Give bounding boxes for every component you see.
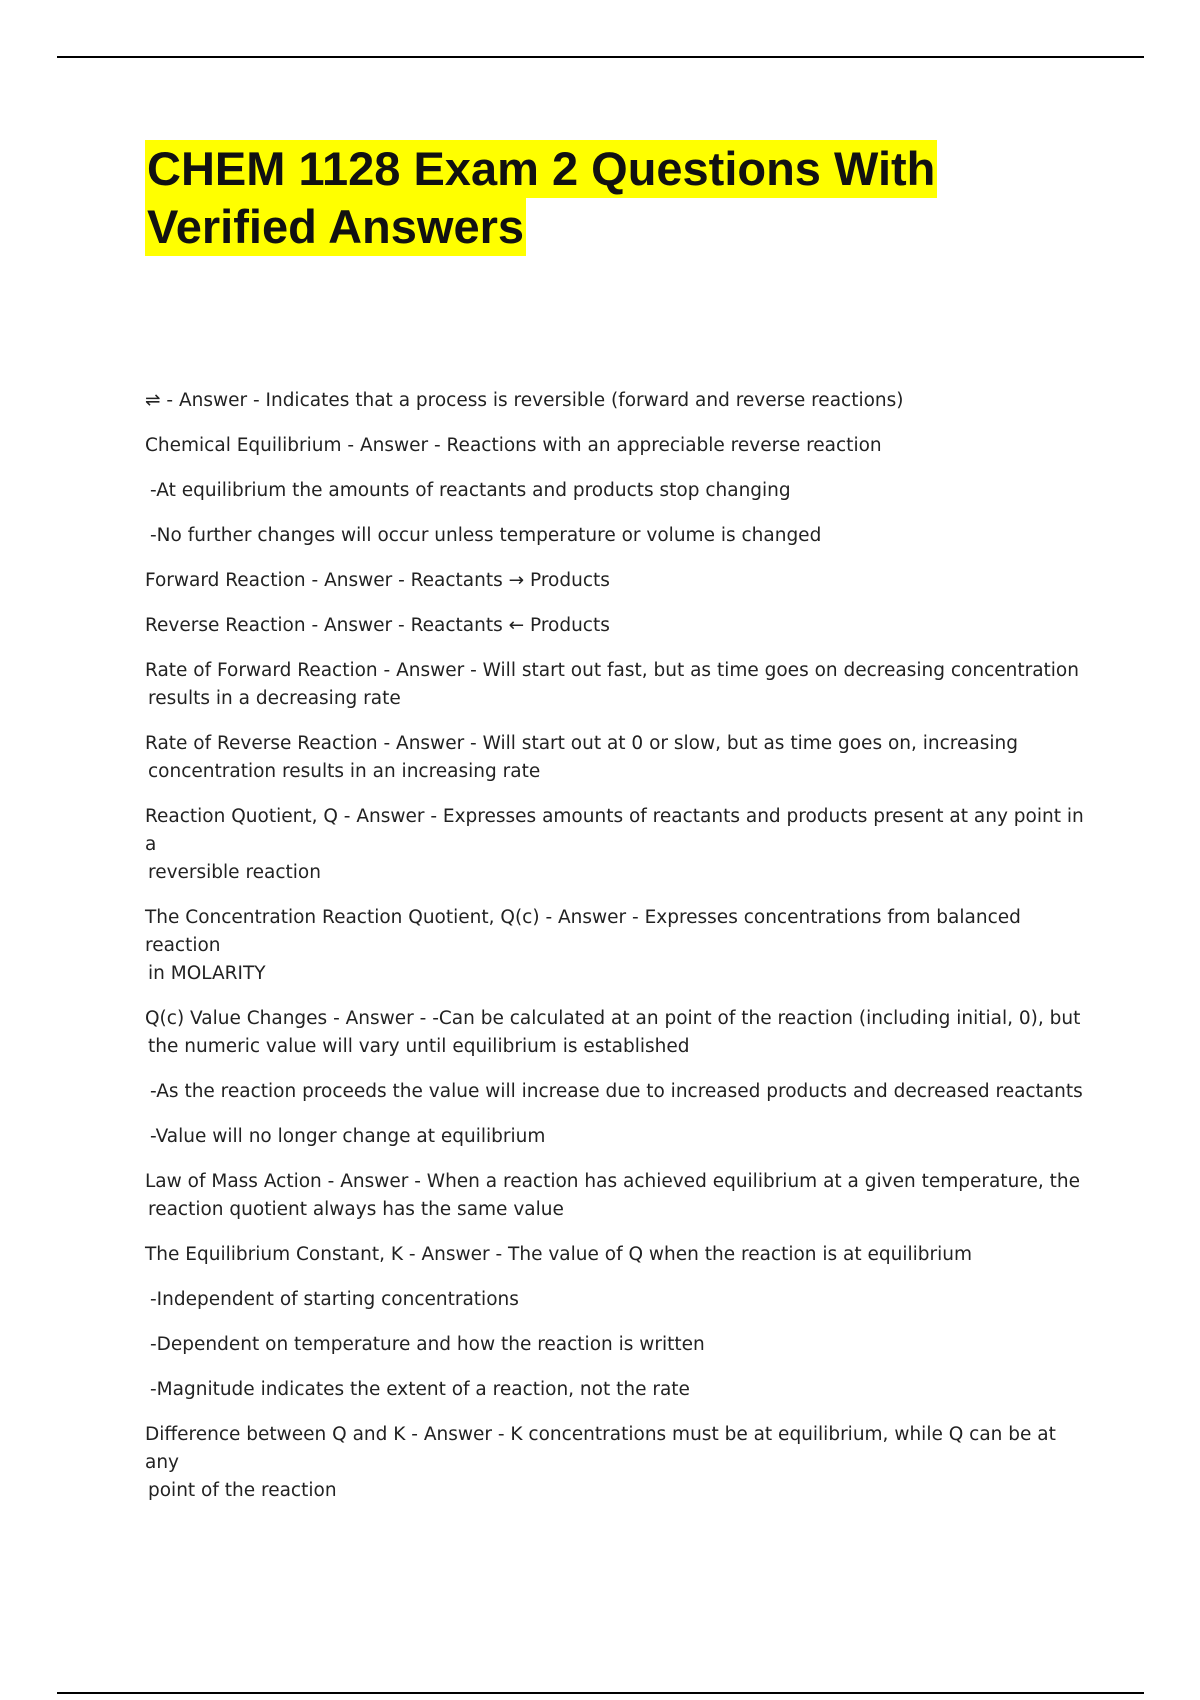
qa-text: Rate of Forward Reaction - Answer - Will start out fast, but as time goes on decreasing concentration bbox=[145, 660, 1079, 681]
qa-text: The Equilibrium Constant, K - Answer - The value of Q when the reaction is at equilibrium bbox=[145, 1244, 973, 1265]
qa-text-continued: reaction quotient always has the same value bbox=[148, 1199, 564, 1220]
qa-text-continued: concentration results in an increasing rate bbox=[148, 761, 541, 782]
qa-list bbox=[145, 387, 1095, 1522]
qa-text: -As the reaction proceeds the value will increase due to increased products and decreased reactants bbox=[150, 1081, 1083, 1102]
qa-item bbox=[145, 1168, 1095, 1224]
qa-text: Chemical Equilibrium - Answer - Reactions with an appreciable reverse reaction bbox=[145, 435, 882, 456]
qa-text: The Concentration Reaction Quotient, Q(c) - Answer - Expresses concentrations from balanced reaction bbox=[145, 907, 1021, 956]
qa-text: Rate of Reverse Reaction - Answer - Will start out at 0 or slow, but as time goes on, increasing bbox=[145, 733, 1018, 754]
qa-text: Law of Mass Action - Answer - When a reaction has achieved equilibrium at a given temperature, the bbox=[145, 1171, 1080, 1192]
qa-text: -At equilibrium the amounts of reactants and products stop changing bbox=[150, 480, 791, 501]
qa-text: -Value will no longer change at equilibrium bbox=[150, 1126, 546, 1147]
qa-item bbox=[145, 657, 1095, 713]
qa-item bbox=[145, 730, 1095, 786]
qa-item bbox=[145, 567, 1095, 595]
qa-text-continued: the numeric value will vary until equilibrium is established bbox=[148, 1036, 690, 1057]
qa-item bbox=[145, 1123, 1095, 1151]
qa-item bbox=[145, 432, 1095, 460]
qa-text: -Independent of starting concentrations bbox=[150, 1289, 519, 1310]
title-line-2: Verified Answers bbox=[145, 198, 526, 256]
title-line-1: CHEM 1128 Exam 2 Questions With bbox=[145, 140, 937, 198]
qa-text-continued: point of the reaction bbox=[148, 1480, 337, 1501]
qa-text-continued: reversible reaction bbox=[148, 862, 321, 883]
qa-item bbox=[145, 1421, 1095, 1505]
qa-item bbox=[145, 1376, 1095, 1404]
top-rule bbox=[57, 56, 1144, 58]
qa-item bbox=[145, 387, 1095, 415]
qa-text: Reaction Quotient, Q - Answer - Expresses amounts of reactants and products present at any point in a bbox=[145, 806, 1084, 855]
qa-text: Forward Reaction - Answer - Reactants → Products bbox=[145, 570, 610, 591]
qa-text-continued: results in a decreasing rate bbox=[148, 688, 401, 709]
document-title bbox=[145, 140, 1145, 256]
qa-item bbox=[145, 477, 1095, 505]
qa-text: ⇌ - Answer - Indicates that a process is reversible (forward and reverse reactions) bbox=[145, 390, 904, 411]
qa-text: -No further changes will occur unless temperature or volume is changed bbox=[150, 525, 822, 546]
qa-item bbox=[145, 1331, 1095, 1359]
qa-text: Reverse Reaction - Answer - Reactants ← Products bbox=[145, 615, 610, 636]
qa-item bbox=[145, 522, 1095, 550]
qa-text: Difference between Q and K - Answer - K concentrations must be at equilibrium, while Q can be at any bbox=[145, 1424, 1056, 1473]
qa-text-continued: in MOLARITY bbox=[148, 963, 266, 984]
qa-text: -Dependent on temperature and how the reaction is written bbox=[150, 1334, 705, 1355]
qa-item bbox=[145, 1286, 1095, 1314]
qa-item bbox=[145, 1005, 1095, 1061]
qa-item bbox=[145, 904, 1095, 988]
qa-item bbox=[145, 612, 1095, 640]
qa-item bbox=[145, 1078, 1095, 1106]
qa-item bbox=[145, 803, 1095, 887]
qa-item bbox=[145, 1241, 1095, 1269]
bottom-rule bbox=[57, 1692, 1144, 1694]
qa-text: Q(c) Value Changes - Answer - -Can be calculated at an point of the reaction (including initial, 0), but bbox=[145, 1008, 1081, 1029]
qa-text: -Magnitude indicates the extent of a reaction, not the rate bbox=[150, 1379, 690, 1400]
